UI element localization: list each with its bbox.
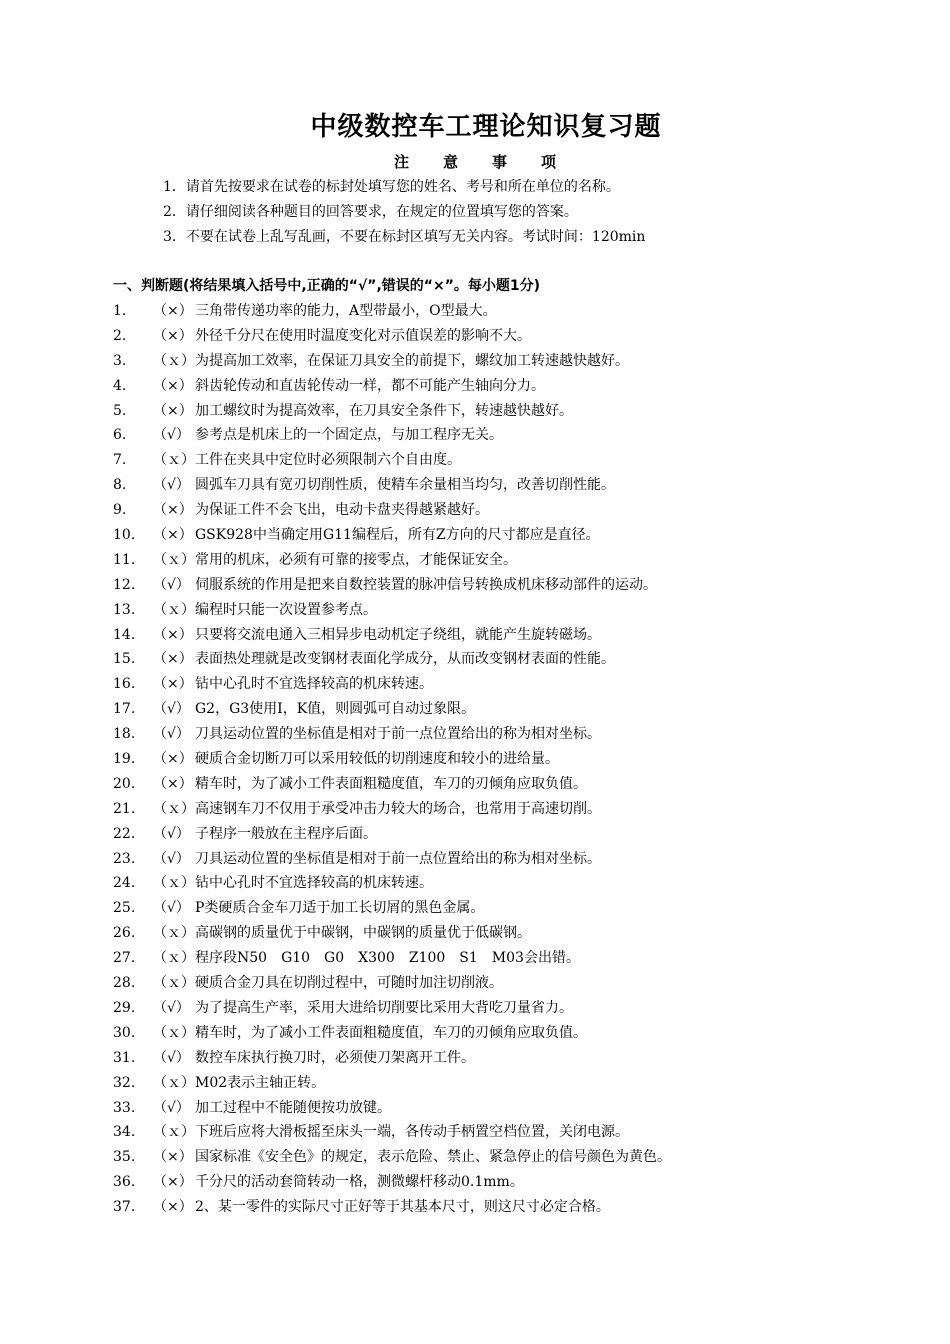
answer-mark: （√） <box>153 999 190 1016</box>
answer-mark: （×） <box>153 775 193 792</box>
answer-mark: （ｘ） <box>153 800 195 817</box>
question-item <box>113 573 671 598</box>
question-text: 千分尺的活动套筒转动一格，测微螺杆移动0.1mm。 <box>195 1174 524 1191</box>
question-text: 钻中心孔时不宜选择较高的机床转速。 <box>195 875 433 892</box>
answer-mark: （ｘ） <box>153 1024 195 1041</box>
question-number: 16. <box>113 676 136 693</box>
note-item: 3．不要在试卷上乱写乱画，不要在标封区填写无关内容。考试时间：120min <box>163 229 646 245</box>
question-number: 13. <box>113 601 136 618</box>
question-item <box>113 349 671 374</box>
answer-mark: （ｘ） <box>153 925 195 942</box>
answer-mark: （ｘ） <box>153 1074 195 1091</box>
question-number: 5. <box>113 402 127 419</box>
answer-mark: （ｘ） <box>153 875 195 892</box>
notes-list <box>163 175 645 250</box>
question-item <box>113 921 671 946</box>
question-text: P类硬质合金车刀适于加工长切屑的黑色金属。 <box>195 900 485 917</box>
question-item <box>113 747 671 772</box>
answer-mark: （×） <box>153 402 193 419</box>
question-text: 精车时，为了减小工件表面粗糙度值，车刀的刃倾角应取负值。 <box>195 1024 587 1041</box>
question-item <box>113 797 671 822</box>
answer-mark: （√） <box>153 477 190 494</box>
question-item <box>113 498 671 523</box>
answer-mark: （×） <box>153 751 193 768</box>
answer-mark: （×） <box>153 626 193 643</box>
question-item <box>113 548 671 573</box>
question-text: 只要将交流电通入三相异步电动机定子绕组，就能产生旋转磁场。 <box>195 626 601 643</box>
answer-mark: （√） <box>153 701 190 718</box>
document-title: 中级数控车工理论知识复习题 <box>310 112 662 142</box>
question-number: 25. <box>113 900 136 917</box>
question-number: 15. <box>113 651 136 668</box>
question-number: 6. <box>113 427 127 444</box>
question-text: M02表示主轴正转。 <box>195 1074 326 1091</box>
question-text: 三角带传递功率的能力，A型带最小，O型最大。 <box>195 303 497 319</box>
question-text: 为保证工件不会飞出，电动卡盘夹得越紧越好。 <box>195 502 489 519</box>
answer-mark: （ｘ） <box>153 352 195 369</box>
question-number: 34. <box>113 1124 136 1141</box>
answer-mark: （×） <box>153 527 193 544</box>
answer-mark: （×） <box>153 1199 193 1216</box>
answer-mark: （√） <box>153 576 190 593</box>
answer-mark: （×） <box>153 327 193 344</box>
question-item <box>113 722 671 747</box>
question-item <box>113 672 671 697</box>
question-number: 4. <box>113 377 127 394</box>
question-item <box>113 324 671 349</box>
question-text: 刀具运动位置的坐标值是相对于前一点位置给出的称为相对坐标。 <box>195 850 601 867</box>
question-text: 参考点是机床上的一个固定点，与加工程序无关。 <box>195 427 503 444</box>
question-number: 23. <box>113 850 136 867</box>
question-item <box>113 946 671 971</box>
question-item <box>113 847 671 872</box>
answer-mark: （×） <box>153 377 193 394</box>
question-item <box>113 996 671 1021</box>
answer-mark: （ｘ） <box>153 975 195 992</box>
question-item <box>113 299 671 324</box>
question-number: 19. <box>113 751 136 768</box>
question-number: 31. <box>113 1049 136 1066</box>
answer-mark: （√） <box>153 1049 190 1066</box>
question-item <box>113 1120 671 1145</box>
question-number: 20. <box>113 775 136 792</box>
question-number: 2. <box>113 327 127 344</box>
question-item <box>113 374 671 399</box>
question-text: 高速钢车刀不仅用于承受冲击力较大的场合，也常用于高速切削。 <box>195 800 601 817</box>
question-text: 刀具运动位置的坐标值是相对于前一点位置给出的称为相对坐标。 <box>195 726 601 743</box>
question-item <box>113 1145 671 1170</box>
question-item <box>113 647 671 672</box>
question-number: 29. <box>113 999 136 1016</box>
answer-mark: （√） <box>153 1099 190 1116</box>
question-text: 子程序一般放在主程序后面。 <box>195 825 377 842</box>
answer-mark: （×） <box>153 502 193 519</box>
question-number: 27. <box>113 950 136 967</box>
question-text: 加工螺纹时为提高效率，在刀具安全条件下，转速越快越好。 <box>195 402 573 419</box>
question-number: 12. <box>113 576 136 593</box>
question-item <box>113 822 671 847</box>
question-number: 17. <box>113 701 136 718</box>
question-item <box>113 1170 671 1195</box>
note-item: 1．请首先按要求在试卷的标封处填写您的姓名、考号和所在单位的名称。 <box>163 179 620 195</box>
question-text: 为提高加工效率，在保证刀具安全的前提下，螺纹加工转速越快越好。 <box>195 352 629 369</box>
question-item <box>113 896 671 921</box>
question-number: 7. <box>113 452 127 469</box>
question-item <box>113 399 671 424</box>
question-number: 14. <box>113 626 136 643</box>
question-item <box>113 423 671 448</box>
question-item <box>113 1096 671 1121</box>
question-text: 钻中心孔时不宜选择较高的机床转速。 <box>195 676 433 693</box>
question-text: 加工过程中不能随便按功放键。 <box>195 1099 391 1116</box>
question-text: 高碳钢的质量优于中碳钢，中碳钢的质量优于低碳钢。 <box>195 925 531 942</box>
question-number: 33. <box>113 1099 136 1116</box>
question-number: 18. <box>113 726 136 743</box>
question-number: 36. <box>113 1174 136 1191</box>
question-list <box>113 299 671 1220</box>
answer-mark: （ｘ） <box>153 950 195 967</box>
question-item <box>113 1195 671 1220</box>
answer-mark: （√） <box>153 427 190 444</box>
question-item <box>113 697 671 722</box>
question-text: 精车时，为了减小工件表面粗糙度值，车刀的刃倾角应取负值。 <box>195 775 587 792</box>
note-item: 2．请仔细阅读各种题目的回答要求，在规定的位置填写您的答案。 <box>163 204 578 220</box>
question-number: 32. <box>113 1074 136 1091</box>
question-text: 硬质合金切断刀可以采用较低的切削速度和较小的进给量。 <box>195 751 559 768</box>
question-number: 21. <box>113 800 136 817</box>
question-item <box>113 623 671 648</box>
answer-mark: （×） <box>153 676 193 693</box>
question-number: 10. <box>113 527 136 544</box>
question-text: 常用的机床，必须有可靠的接零点，才能保证安全。 <box>195 551 517 568</box>
question-item <box>113 448 671 473</box>
answer-mark: （×） <box>153 1174 193 1191</box>
question-text: 国家标准《安全色》的规定，表示危险、禁止、紧急停止的信号颜色为黄色。 <box>195 1149 671 1166</box>
question-text: 外径千分尺在使用时温度变化对示值误差的影响不大。 <box>195 327 531 344</box>
question-number: 37. <box>113 1199 136 1216</box>
question-number: 22. <box>113 825 136 842</box>
question-item <box>113 971 671 996</box>
question-item <box>113 1071 671 1096</box>
question-text: G2，G3使用I，K值，则圆弧可自动过象限。 <box>195 701 476 718</box>
question-text: 工件在夹具中定位时必须限制六个自由度。 <box>195 452 461 469</box>
question-text: 伺服系统的作用是把来自数控装置的脉冲信号转换成机床移动部件的运动。 <box>195 576 657 593</box>
question-item <box>113 523 671 548</box>
question-number: 35. <box>113 1149 136 1166</box>
question-text: 硬质合金刀具在切削过程中，可随时加注切削液。 <box>195 975 503 992</box>
answer-mark: （×） <box>153 651 193 668</box>
question-number: 24. <box>113 875 136 892</box>
question-item <box>113 473 671 498</box>
answer-mark: （×） <box>153 303 193 319</box>
question-number: 26. <box>113 925 136 942</box>
question-item <box>113 1021 671 1046</box>
question-text: 圆弧车刀具有宽刃切削性质，使精车余量相当均匀，改善切削性能。 <box>195 477 615 494</box>
question-text: 斜齿轮传动和直齿轮传动一样，都不可能产生轴向分力。 <box>195 377 545 394</box>
question-item <box>113 598 671 623</box>
question-item <box>113 772 671 797</box>
question-number: 9. <box>113 502 127 519</box>
question-text: 2、某一零件的实际尺寸正好等于其基本尺寸，则这尺寸必定合格。 <box>195 1199 610 1216</box>
question-text: GSK928中当确定用G11编程后，所有Z方向的尺寸都应是直径。 <box>195 527 600 544</box>
answer-mark: （×） <box>153 1149 193 1166</box>
answer-mark: （√） <box>153 726 190 743</box>
notice-heading: 注意事项 <box>393 153 590 171</box>
question-number: 30. <box>113 1024 136 1041</box>
answer-mark: （ｘ） <box>153 551 195 568</box>
question-text: 表面热处理就是改变钢材表面化学成分，从而改变钢材表面的性能。 <box>195 651 615 668</box>
answer-mark: （√） <box>153 825 190 842</box>
question-number: 11. <box>113 551 136 568</box>
question-text: 为了提高生产率，采用大进给切削要比采用大背吃刀量省力。 <box>195 999 573 1016</box>
answer-mark: （√） <box>153 900 190 917</box>
question-number: 1. <box>113 303 127 319</box>
question-number: 28. <box>113 975 136 992</box>
question-item <box>113 871 671 896</box>
section-heading: 一、判断题(将结果填入括号中,正确的“√”,错误的“×”。每小题1分) <box>113 278 541 294</box>
question-item <box>113 1046 671 1071</box>
question-text: 数控车床执行换刀时，必须使刀架离开工件。 <box>195 1049 475 1066</box>
question-number: 3. <box>113 352 127 369</box>
question-text: 下班后应将大滑板摇至床头一端，各传动手柄置空档位置，关闭电源。 <box>195 1124 629 1141</box>
question-number: 8. <box>113 477 127 494</box>
answer-mark: （ｘ） <box>153 452 195 469</box>
answer-mark: （ｘ） <box>153 1124 195 1141</box>
question-text: 编程时只能一次设置参考点。 <box>195 601 377 618</box>
answer-mark: （√） <box>153 850 190 867</box>
question-text: 程序段N50 G10 G0 X300 Z100 S1 M03会出错。 <box>195 950 580 967</box>
answer-mark: （ｘ） <box>153 601 195 618</box>
